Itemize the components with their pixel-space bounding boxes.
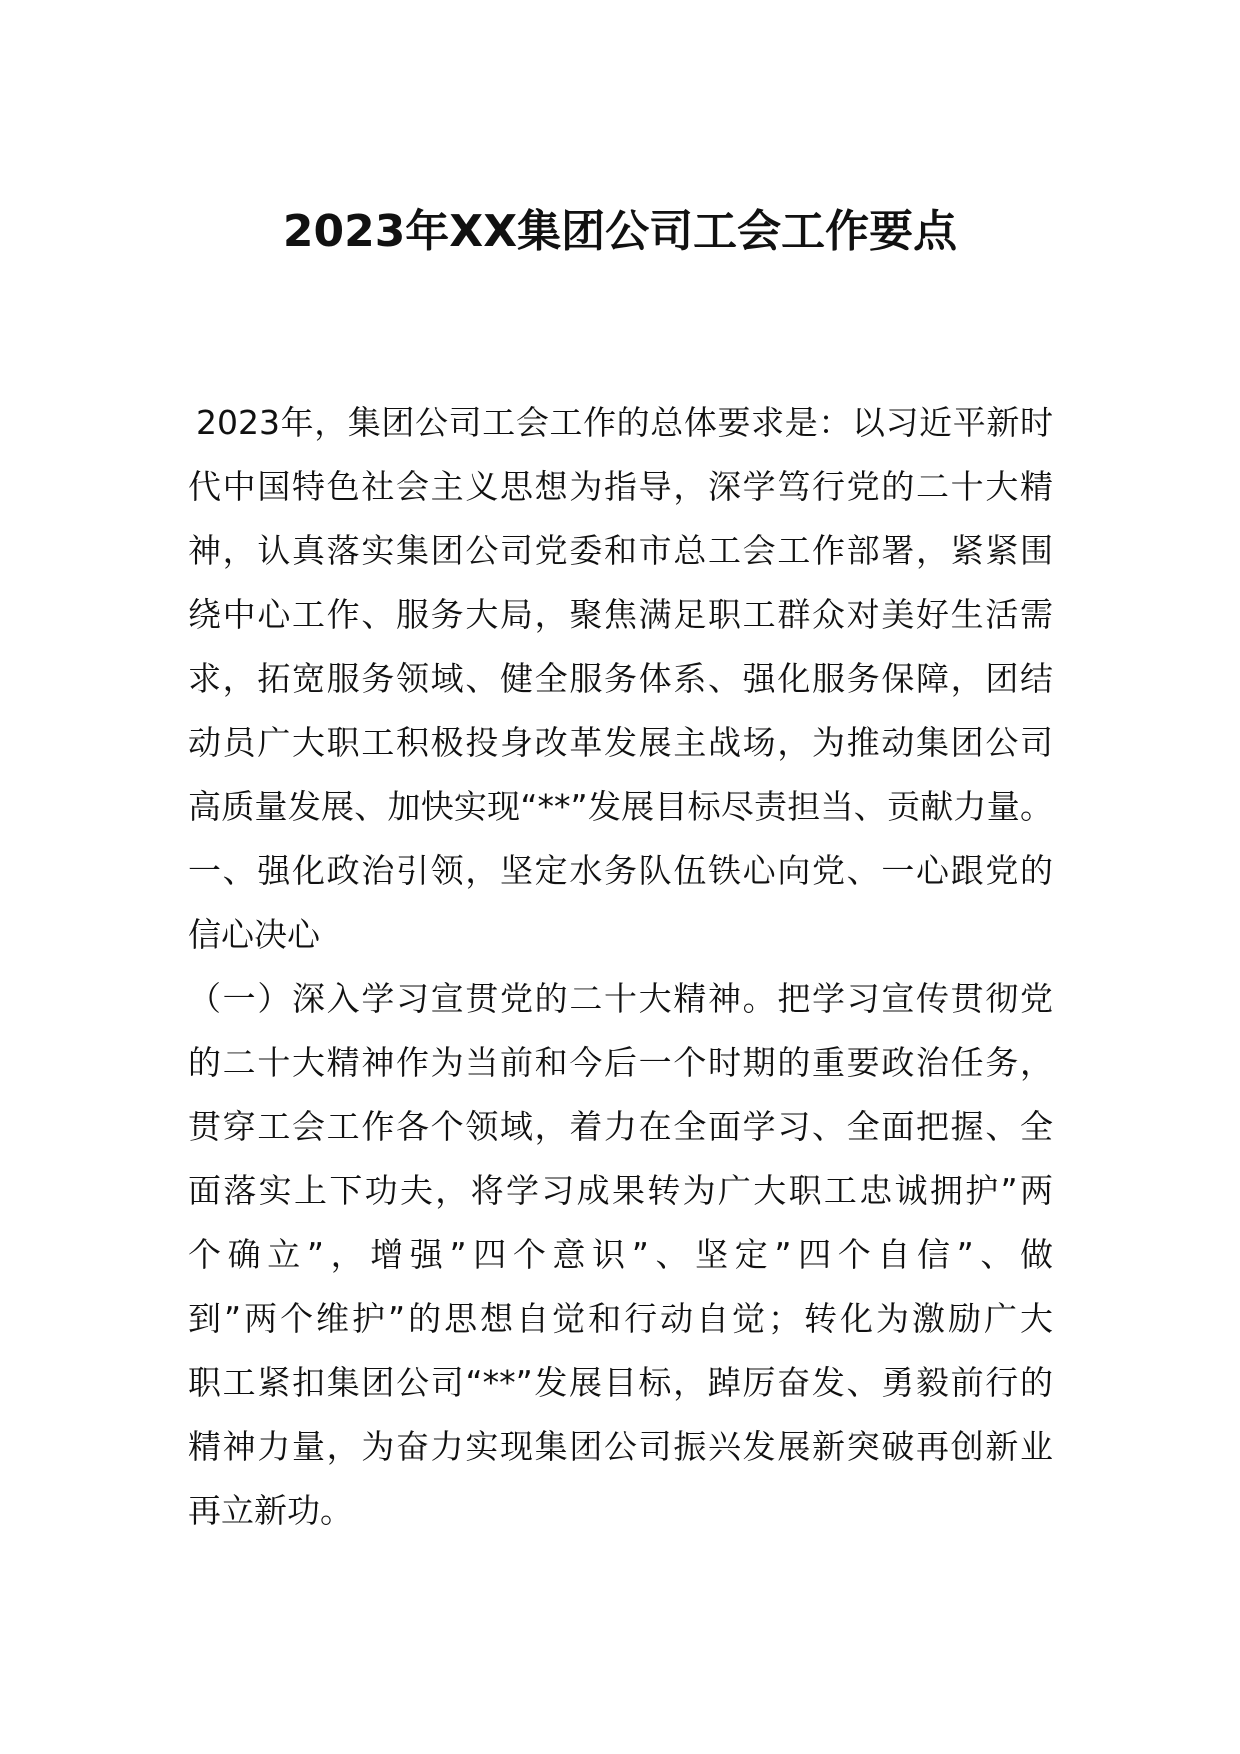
body-line-15: 精神力量，为奋力实现集团公司振兴发展新突破再创新业: [188, 1427, 1053, 1466]
body-line-6: 动员广大职工积极投身改革发展主战场，为推动集团公司: [188, 723, 1053, 762]
body-line-11: 面落实上下功夫，将学习成果转为广大职工忠诚拥护”两: [188, 1171, 1053, 1210]
body-line-7: 高质量发展、加快实现“**”发展目标尽责担当、贡献力量。: [188, 787, 1053, 826]
body-line-10: 贯穿工会工作各个领域，着力在全面学习、全面把握、全: [188, 1107, 1053, 1146]
body-line-3: 神，认真落实集团公司党委和市总工会工作部署，紧紧围: [188, 531, 1053, 570]
section-heading-line-2: 信心决心: [188, 915, 320, 954]
body-line-8: （一）深入学习宣贯党的二十大精神。把学习宣传贯彻党: [188, 979, 1053, 1018]
body-line-12: 个确立”，增强”四个意识”、坚定”四个自信”、做: [188, 1235, 1053, 1274]
body-line-4: 绕中心工作、服务大局，聚焦满足职工群众对美好生活需: [188, 595, 1053, 634]
body-line-5: 求，拓宽服务领域、健全服务体系、强化服务保障，团结: [188, 659, 1053, 698]
body-line-14: 职工紧扣集团公司“**”发展目标，踔厉奋发、勇毅前行的: [188, 1363, 1053, 1402]
section-heading-line-1: 一、强化政治引领，坚定水务队伍铁心向党、一心跟党的: [188, 851, 1053, 890]
document-body: [188, 391, 1053, 1543]
body-line-2: 代中国特色社会主义思想为指导，深学笃行党的二十大精: [188, 467, 1053, 506]
body-line-1: 2023年，集团公司工会工作的总体要求是：以习近平新时: [196, 403, 1053, 442]
body-line-9: 的二十大精神作为当前和今后一个时期的重要政治任务，: [188, 1043, 1053, 1082]
body-line-16: 再立新功。: [188, 1491, 353, 1530]
body-line-13: 到”两个维护”的思想自觉和行动自觉；转化为激励广大: [188, 1299, 1053, 1338]
document-title: 2023年XX集团公司工会工作要点: [282, 206, 958, 257]
